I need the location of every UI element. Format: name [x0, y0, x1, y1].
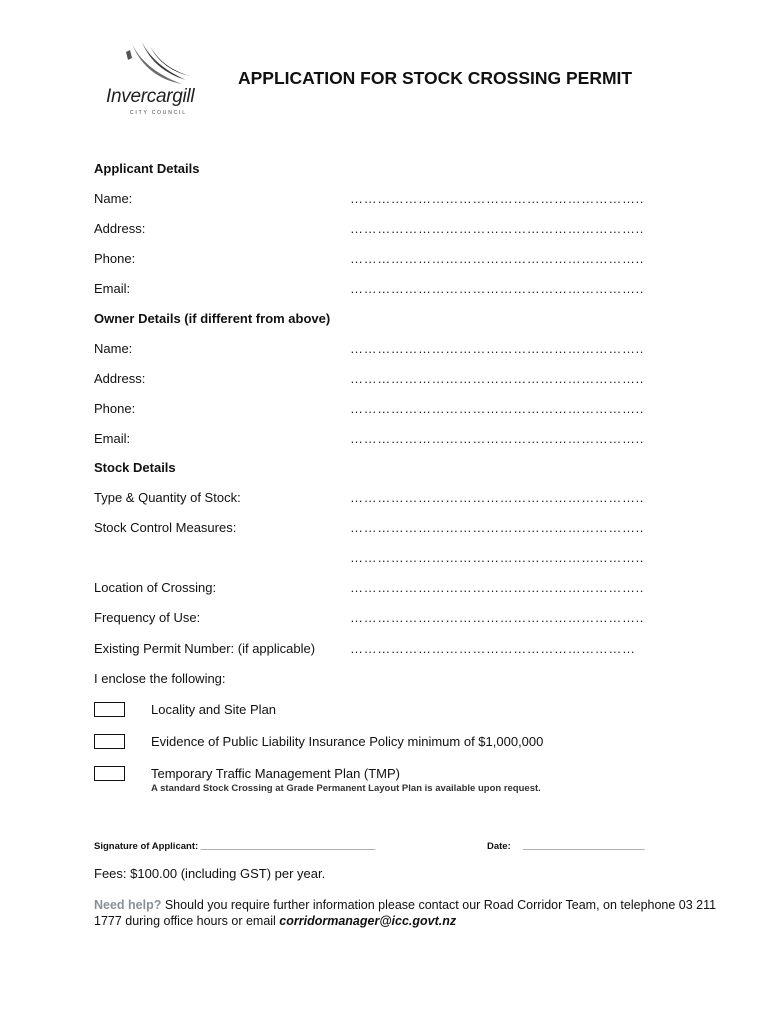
section-heading-stock: Stock Details: [94, 460, 176, 475]
owner-name-label: Name:: [94, 341, 133, 356]
applicant-phone-field[interactable]: ………………………………………………………..: [350, 251, 645, 266]
stock-control-measures-field[interactable]: ………………………………………………………..: [350, 520, 645, 535]
signature-field[interactable]: Signature of Applicant: _________________________________: [94, 841, 376, 852]
owner-phone-label: Phone:: [94, 401, 136, 416]
stock-control-measures-label: Stock Control Measures:: [94, 520, 237, 535]
stock-type-quantity-label: Type & Quantity of Stock:: [94, 490, 241, 505]
stock-type-quantity-field[interactable]: ………………………………………………………..: [350, 490, 645, 505]
page-title: APPLICATION FOR STOCK CROSSING PERMIT: [238, 68, 633, 88]
location-of-crossing-label: Location of Crossing:: [94, 580, 217, 595]
date-label: Date:: [487, 841, 511, 852]
applicant-email-field[interactable]: ………………………………………………………..: [350, 281, 645, 296]
applicant-address-field[interactable]: ………………………………………………………..: [350, 221, 645, 236]
applicant-phone-label: Phone:: [94, 251, 136, 266]
logo-wordmark: Invercargill: [106, 86, 195, 107]
section-heading-owner: Owner Details (if different from above): [94, 311, 331, 326]
help-email-link[interactable]: corridormanager@icc.govt.nz: [279, 914, 457, 928]
tmp-label: Temporary Traffic Management Plan (TMP): [151, 766, 401, 781]
insurance-policy-label: Evidence of Public Liability Insurance Policy minimum of $1,000,000: [151, 734, 544, 749]
section-heading-applicant: Applicant Details: [94, 161, 200, 176]
owner-address-label: Address:: [94, 371, 146, 386]
applicant-email-label: Email:: [94, 281, 131, 296]
layout-plan-note: A standard Stock Crossing at Grade Permanent Layout Plan is available upon request.: [151, 783, 541, 794]
owner-phone-field[interactable]: ………………………………………………………..: [350, 401, 645, 416]
date-field[interactable]: _______________________: [523, 841, 645, 852]
owner-email-field[interactable]: ………………………………………………………..: [350, 431, 645, 446]
frequency-of-use-field[interactable]: ………………………………………………………..: [350, 610, 645, 625]
applicant-name-label: Name:: [94, 191, 133, 206]
tmp-checkbox[interactable]: [94, 766, 125, 781]
stock-control-measures-field-line-2[interactable]: ………………………………………………………..: [350, 550, 645, 565]
locality-site-plan-checkbox[interactable]: [94, 702, 125, 717]
fees-text: Fees: $100.00 (including GST) per year.: [94, 866, 326, 881]
frequency-of-use-label: Frequency of Use:: [94, 610, 201, 625]
insurance-policy-checkbox[interactable]: [94, 734, 125, 749]
applicant-name-field[interactable]: ………………………………………………………..: [350, 191, 645, 206]
council-logo: [100, 40, 240, 120]
help-text: Should you require further information please contact our Road Corridor Team, on telephone 03 211 1777 during office hours or email: [94, 898, 717, 928]
help-paragraph: [94, 897, 734, 929]
enclose-heading: I enclose the following:: [94, 671, 226, 686]
existing-permit-number-label: Existing Permit Number: (if applicable): [94, 641, 316, 656]
help-lead: Need help?: [94, 898, 162, 912]
existing-permit-number-field[interactable]: ………………………………………………………: [350, 641, 636, 656]
owner-email-label: Email:: [94, 431, 131, 446]
owner-name-field[interactable]: ………………………………………………………..: [350, 341, 645, 356]
logo-subtitle: CITY COUNCIL: [130, 110, 187, 116]
applicant-address-label: Address:: [94, 221, 146, 236]
logo-swoosh-icon: [120, 40, 210, 90]
location-of-crossing-field[interactable]: ………………………………………………………..: [350, 580, 645, 595]
owner-address-field[interactable]: ………………………………………………………..: [350, 371, 645, 386]
locality-site-plan-label: Locality and Site Plan: [151, 702, 277, 717]
